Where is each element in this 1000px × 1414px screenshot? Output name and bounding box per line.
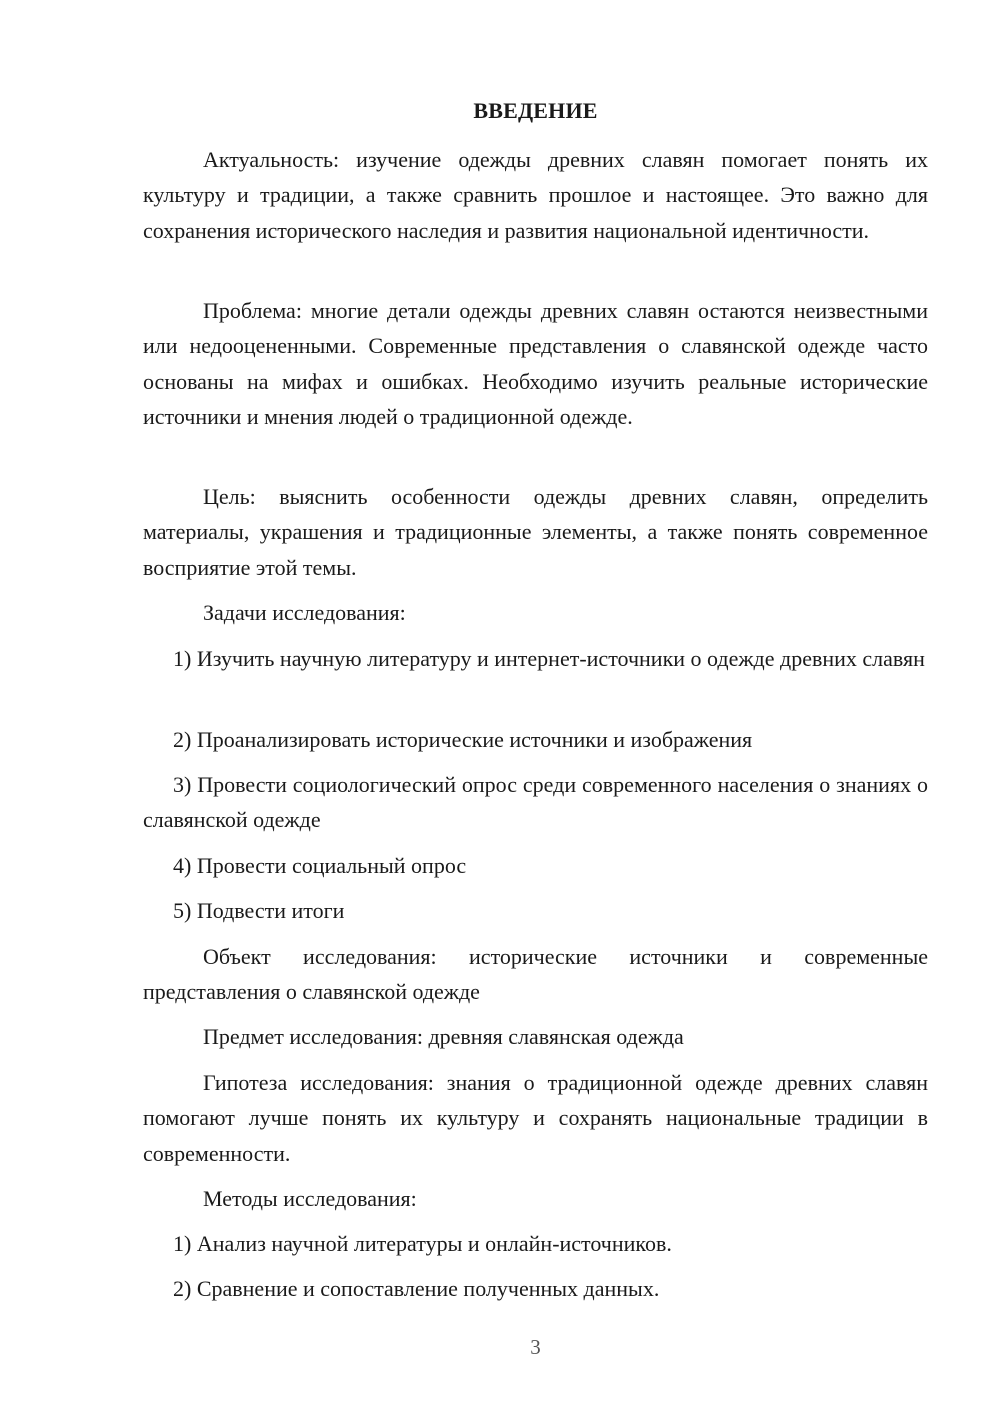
paragraph-goal: Цель: выяснить особенности одежды древних славян, определить материалы, украшения и традиционные элементы, а также понять современное восприятие этой темы. — [143, 484, 928, 580]
paragraph-hypothesis: Гипотеза исследования: знания о традиционной одежде древних славян помогают лучше понять их культуру и сохранять национальные традиции в современности. — [143, 1070, 928, 1166]
list-item-task-3: 3) Провести социологический опрос среди современного населения о знаниях о славянской одежде — [143, 772, 928, 833]
list-item-task-5: 5) Подвести итоги — [173, 898, 345, 923]
paragraph-relevance: Актуальность: изучение одежды древних славян помогает понять их культуру и традиции, а также сравнить прошлое и настоящее. Это важно для сохранения исторического наследия и развития национальной идентичности. — [143, 147, 928, 243]
list-item-method-1: 1) Анализ научной литературы и онлайн-источников. — [173, 1231, 672, 1256]
methods-title: Методы исследования: — [203, 1186, 417, 1211]
list-item-task-1: 1) Изучить научную литературу и интернет-источники о одежде древних славян — [173, 646, 925, 671]
list-item-method-2: 2) Сравнение и сопоставление полученных данных. — [173, 1276, 660, 1301]
paragraph-problem: Проблема: многие детали одежды древних славян остаются неизвестными или недооцененными. Современные представления о славянской одежде часто основаны на мифах и ошибках. Необходимо изучить реальные исторические источники и мнения людей о традиционной одежде. — [143, 298, 928, 429]
list-item-task-4: 4) Провести социальный опрос — [173, 853, 467, 878]
page-heading: ВВЕДЕНИЕ — [473, 98, 598, 123]
paragraph-subject: Предмет исследования: древняя славянская одежда — [203, 1024, 684, 1049]
document-page — [143, 0, 928, 1414]
page-number: 3 — [530, 1335, 541, 1359]
tasks-title: Задачи исследования: — [203, 600, 406, 625]
paragraph-object: Объект исследования: исторические источники и современные представления о славянской одежде — [143, 944, 928, 1005]
list-item-task-2: 2) Проанализировать исторические источники и изображения — [173, 727, 753, 752]
